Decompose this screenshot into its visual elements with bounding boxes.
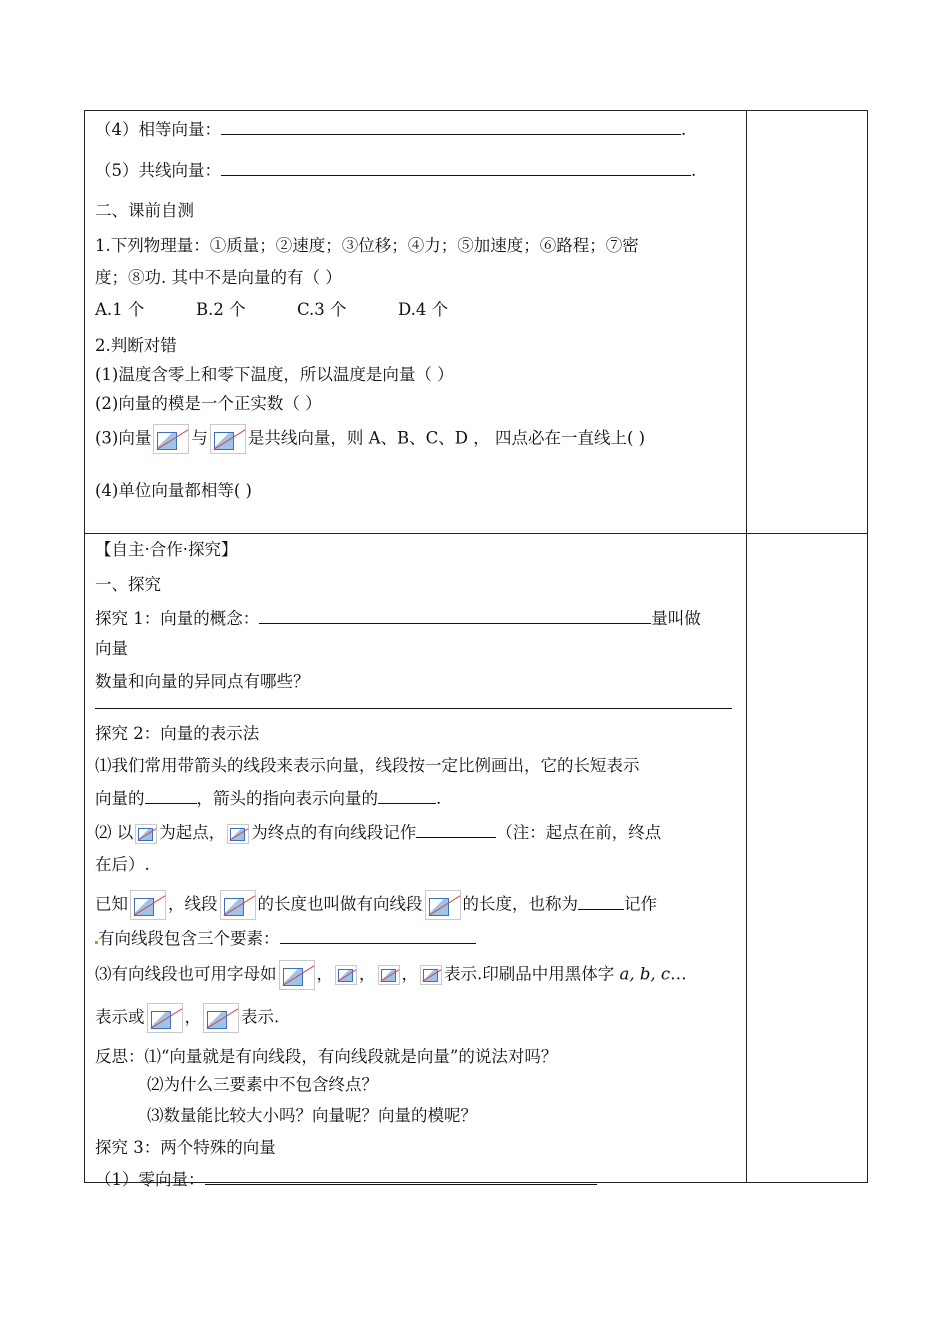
broken-image-icon: [220, 890, 256, 920]
explore-1-question: 数量和向量的异同点有哪些？: [95, 672, 310, 691]
worksheet-table: [84, 110, 868, 1189]
broken-image-icon: [203, 1003, 239, 1033]
reflection-3: ⑶数量能比较大小吗？向量呢？向量的模呢？: [147, 1106, 477, 1125]
reflection-2: ⑵为什么三要素中不包含终点？: [147, 1075, 378, 1094]
explore-2: 探究 2：向量的表示法: [95, 724, 260, 743]
explore-2-item-1: ⑴我们常用带箭头的线段来表示向量，线段按一定比例画出，它的长短表示: [95, 756, 640, 775]
answer-blank[interactable]: [95, 692, 732, 709]
broken-image-icon: [279, 960, 315, 990]
explore-2-item-3-cont: 表示或 ， 表示.: [95, 1003, 279, 1033]
option-b: B.2 个: [196, 300, 246, 319]
section-heading: 一、探究: [95, 575, 161, 594]
explore-2-item-3: ⑶有向线段也可用字母如 ， ， ， 表示.印刷品中用黑体字 a, b, c…: [95, 960, 687, 990]
explore-2-item-2: ⑵ 以 为起点， 为终点的有向线段记作 （注：起点在前，终点: [95, 823, 662, 842]
section-heading: 二、课前自测: [95, 201, 194, 220]
item-collinear-vectors: （5）共线向量： .: [95, 161, 697, 180]
broken-image-icon: [420, 965, 442, 985]
explore-cell: [85, 534, 747, 1189]
answer-blank[interactable]: [205, 1168, 597, 1185]
notes-column: [747, 111, 868, 534]
item-equal-vectors: （4）相等向量： .: [95, 120, 687, 139]
answer-blank[interactable]: [259, 607, 651, 624]
reflection-1: 反思：⑴“向量就是有向线段，有向线段就是向量”的说法对吗？: [95, 1047, 558, 1066]
question-2: 2.判断对错: [95, 336, 177, 355]
broken-image-icon: [147, 1003, 183, 1033]
explore-1: 探究 1：向量的概念： 量叫做: [95, 609, 701, 628]
question-2-item-1: (1)温度含零上和零下温度，所以温度是向量（ ）: [95, 365, 454, 384]
option-d: D.4 个: [398, 300, 449, 319]
answer-blank[interactable]: [280, 927, 476, 944]
question-1-line-2: 度；⑧功. 其中不是向量的有（ ）: [95, 268, 342, 287]
question-2-item-4: (4)单位向量都相等( ): [95, 481, 252, 500]
explore-heading: 【自主·合作·探究】: [95, 540, 238, 559]
question-1-options: [95, 299, 448, 321]
broken-image-icon: [135, 824, 157, 844]
broken-image-icon: [425, 890, 461, 920]
explore-1-tail: 向量: [95, 639, 128, 658]
explore-2-item-1-cont: 向量的 ，箭头的指向表示向量的 .: [95, 789, 442, 808]
answer-blank[interactable]: [578, 893, 624, 910]
explore-2-item-2-cont: 在后）.: [95, 855, 150, 874]
question-1-line-1: 1.下列物理量：①质量；②速度；③位移；④力；⑤加速度；⑥路程；⑦密: [95, 236, 639, 255]
answer-blank[interactable]: [221, 159, 691, 176]
notes-column: [747, 534, 868, 1183]
explore-2-elements: 有向线段包含三个要素：: [95, 927, 476, 950]
answer-blank[interactable]: [378, 787, 436, 804]
option-c: C.3 个: [297, 300, 347, 319]
answer-line: [95, 692, 732, 715]
option-a: A.1 个: [95, 300, 145, 319]
broken-image-icon: [378, 965, 400, 985]
answer-blank[interactable]: [416, 821, 496, 838]
question-2-item-2: (2)向量的模是一个正实数（ ）: [95, 394, 322, 413]
preview-cell: [85, 111, 747, 534]
broken-image-icon: [227, 824, 249, 844]
question-2-item-3: (3)向量 与 是共线向量，则 A、B、C、D ， 四点必在一直线上( ): [95, 424, 645, 454]
worksheet: [84, 110, 867, 1189]
broken-image-icon: [153, 424, 189, 454]
explore-2-length: 已知 ，线段 的长度也叫做有向线段 的长度，也称为 记作: [95, 890, 657, 920]
broken-image-icon: [335, 965, 357, 985]
zero-vector-item: （1）零向量：: [95, 1168, 597, 1191]
answer-blank[interactable]: [221, 118, 681, 135]
explore-3: 探究 3：两个特殊的向量: [95, 1138, 276, 1157]
broken-image-icon: [210, 424, 246, 454]
broken-image-icon: [130, 890, 166, 920]
answer-blank[interactable]: [145, 787, 197, 804]
